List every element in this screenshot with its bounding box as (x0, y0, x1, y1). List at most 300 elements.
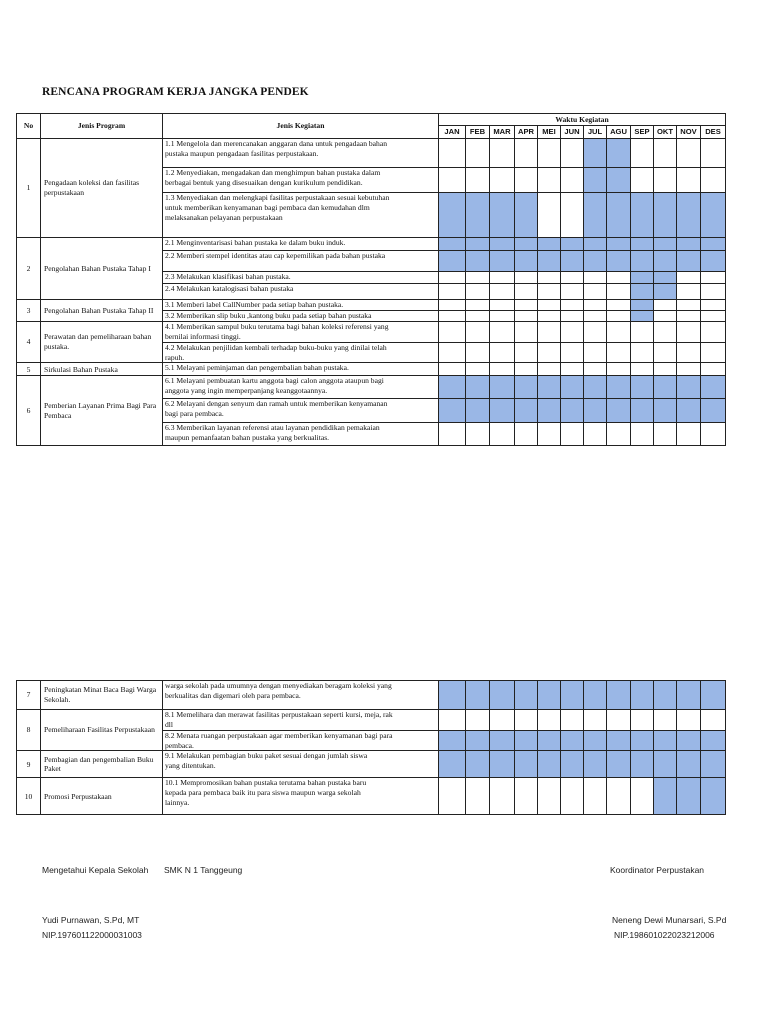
schedule-cell (561, 423, 584, 446)
schedule-cell (538, 168, 561, 193)
schedule-cell (584, 251, 607, 272)
schedule-cell (584, 710, 607, 731)
schedule-cell (677, 168, 701, 193)
schedule-cell (561, 284, 584, 300)
schedule-cell (561, 730, 584, 751)
schedule-cell (439, 730, 466, 751)
schedule-cell (677, 272, 701, 284)
schedule-cell (515, 376, 538, 399)
header-program: Jenis Program (41, 114, 163, 139)
row-number: 3 (17, 300, 41, 322)
schedule-cell (538, 311, 561, 322)
activity-line: 1.1 Mengelola dan merencanakan anggaran dana untuk pengadaan bahan (165, 139, 388, 148)
activity-line: 2.4 Melakukan katalogisasi bahan pustaka (165, 284, 294, 293)
schedule-cell (439, 376, 466, 399)
schedule-cell (561, 376, 584, 399)
schedule-cell (439, 710, 466, 731)
table-row (17, 751, 726, 778)
row-number: 9 (17, 751, 41, 778)
activity-line: rapuh. (165, 352, 185, 362)
activity-line: berkualitas dan digemari oleh para pembaca. (165, 690, 301, 700)
schedule-cell (515, 363, 538, 376)
activity-line: 1.2 Menyediakan, mengadakan dan menghimpun bahan pustaka dalam (165, 168, 381, 177)
schedule-cell (466, 311, 490, 322)
schedule-cell (466, 710, 490, 731)
program-name: Pemberian Layanan Prima Bagi Para Pembaca (41, 376, 163, 446)
program-name: Pengolahan Bahan Pustaka Tahap I (41, 238, 163, 300)
schedule-cell (607, 238, 631, 251)
schedule-cell (538, 322, 561, 343)
schedule-cell (561, 311, 584, 322)
schedule-cell (439, 300, 466, 311)
activity-line: 1.3 Menyediakan dan melengkapi fasilitas perpustakaan sesuai kebutuhan (165, 193, 390, 202)
activity-line: 2.2 Memberi stempel identitas atau cap kepemilikan pada bahan pustaka (165, 251, 386, 260)
schedule-cell (677, 376, 701, 399)
schedule-cell (607, 300, 631, 311)
table-row (17, 139, 726, 168)
schedule-cell (654, 342, 677, 363)
schedule-cell (584, 168, 607, 193)
schedule-cell (607, 751, 631, 778)
schedule-cell (701, 342, 726, 363)
schedule-cell (538, 342, 561, 363)
schedule-cell (607, 423, 631, 446)
activity-line: untuk memberikan kenyamanan bagi pembaca dan kemudahan dlm (165, 202, 370, 212)
month-header-mar: MAR (490, 126, 515, 139)
schedule-cell (607, 730, 631, 751)
footer-headmaster-name: Yudi Purnawan, S.Pd, MT (42, 915, 140, 925)
table-row (17, 322, 726, 343)
schedule-cell (515, 284, 538, 300)
schedule-cell (701, 399, 726, 423)
schedule-cell (538, 423, 561, 446)
schedule-cell (466, 238, 490, 251)
schedule-cell (631, 322, 654, 343)
schedule-cell (561, 238, 584, 251)
schedule-cell (701, 322, 726, 343)
schedule-cell (490, 238, 515, 251)
row-number: 4 (17, 322, 41, 363)
activity-line: 8.2 Menata ruangan perpustakaan agar memberikan kenyamanan bagi para (165, 730, 393, 740)
header-waktu: Waktu Kegiatan (439, 114, 726, 126)
activity-line: dll (165, 719, 174, 729)
schedule-cell (466, 300, 490, 311)
schedule-cell (515, 168, 538, 193)
schedule-cell (439, 251, 466, 272)
schedule-cell (515, 778, 538, 815)
schedule-cell (677, 681, 701, 710)
schedule-cell (654, 778, 677, 815)
schedule-cell (561, 272, 584, 284)
schedule-cell (466, 376, 490, 399)
activity-cell (163, 376, 439, 399)
schedule-cell (561, 193, 584, 238)
activity-line: anggota yang ingin memperpanjang keanggotaannya. (165, 386, 328, 396)
schedule-cell (439, 399, 466, 423)
schedule-cell (701, 284, 726, 300)
schedule-cell (466, 272, 490, 284)
schedule-cell (466, 423, 490, 446)
schedule-cell (490, 168, 515, 193)
schedule-cell (654, 272, 677, 284)
activity-line: bagi para pembaca. (165, 409, 224, 419)
schedule-cell (654, 311, 677, 322)
activity-cell (163, 710, 439, 731)
schedule-cell (584, 399, 607, 423)
schedule-cell (701, 193, 726, 238)
activity-line: 6.2 Melayani dengan senyum dan ramah untuk memberikan kenyamanan (165, 399, 388, 409)
schedule-cell (490, 363, 515, 376)
activity-line: 5.1 Melayani peminjaman dan pengembalian bahan pustaka. (165, 363, 349, 373)
schedule-cell (439, 342, 466, 363)
activity-cell (163, 311, 439, 322)
schedule-cell (584, 681, 607, 710)
program-table-bottom (16, 680, 726, 815)
schedule-cell (490, 300, 515, 311)
schedule-cell (677, 251, 701, 272)
schedule-cell (654, 168, 677, 193)
activity-line: melaksanakan pelayanan perpustakaan (165, 212, 283, 222)
schedule-cell (561, 399, 584, 423)
schedule-cell (677, 399, 701, 423)
schedule-cell (584, 730, 607, 751)
schedule-cell (439, 139, 466, 168)
schedule-cell (515, 751, 538, 778)
schedule-cell (538, 251, 561, 272)
schedule-cell (654, 193, 677, 238)
activity-cell (163, 193, 439, 238)
schedule-cell (561, 778, 584, 815)
schedule-cell (607, 778, 631, 815)
schedule-cell (538, 376, 561, 399)
schedule-cell (515, 399, 538, 423)
row-number: 2 (17, 238, 41, 300)
schedule-cell (654, 238, 677, 251)
activity-cell (163, 251, 439, 272)
schedule-cell (584, 363, 607, 376)
schedule-cell (631, 399, 654, 423)
schedule-cell (607, 363, 631, 376)
schedule-cell (701, 730, 726, 751)
schedule-cell (654, 284, 677, 300)
schedule-cell (466, 139, 490, 168)
schedule-cell (584, 342, 607, 363)
schedule-cell (515, 272, 538, 284)
schedule-cell (538, 710, 561, 731)
schedule-cell (561, 300, 584, 311)
table-row (17, 300, 726, 311)
schedule-cell (490, 399, 515, 423)
schedule-cell (466, 193, 490, 238)
schedule-cell (490, 423, 515, 446)
schedule-cell (677, 311, 701, 322)
schedule-cell (490, 751, 515, 778)
schedule-cell (631, 300, 654, 311)
program-table-top (16, 113, 726, 446)
month-header-mei: MEI (538, 126, 561, 139)
activity-line: lainnya. (165, 798, 190, 808)
activity-line: pembaca. (165, 740, 194, 750)
schedule-cell (631, 778, 654, 815)
schedule-cell (631, 681, 654, 710)
schedule-cell (490, 193, 515, 238)
schedule-cell (654, 363, 677, 376)
schedule-cell (466, 778, 490, 815)
activity-line: pustaka maupun pengadaan fasilitas perpustakaan. (165, 148, 319, 158)
schedule-cell (538, 193, 561, 238)
activity-cell (163, 730, 439, 751)
schedule-cell (439, 238, 466, 251)
activity-cell (163, 751, 439, 778)
schedule-cell (584, 376, 607, 399)
activity-line: maupun pemanfaatan bahan pustaka yang berkualitas. (165, 433, 330, 443)
schedule-cell (701, 139, 726, 168)
schedule-cell (631, 751, 654, 778)
activity-cell (163, 778, 439, 815)
schedule-cell (631, 423, 654, 446)
schedule-cell (607, 710, 631, 731)
schedule-cell (654, 710, 677, 731)
activity-line: 9.1 Melakukan pembagian buku paket sesuai dengan jumlah siswa (165, 751, 368, 761)
schedule-cell (515, 139, 538, 168)
activity-cell (163, 399, 439, 423)
schedule-cell (515, 423, 538, 446)
schedule-cell (677, 778, 701, 815)
program-name: Pembagian dan pengembalian Buku Paket (41, 751, 163, 778)
activity-line: 10.1 Mempromosikan bahan pustaka terutama bahan pustaka baru (165, 778, 367, 788)
activity-cell (163, 284, 439, 300)
schedule-cell (631, 342, 654, 363)
schedule-cell (538, 300, 561, 311)
schedule-cell (439, 322, 466, 343)
schedule-cell (466, 399, 490, 423)
activity-line: 3.1 Memberi label CallNumber pada setiap bahan pustaka. (165, 300, 344, 309)
schedule-cell (561, 681, 584, 710)
footer-headmaster-nip: NIP.197601122000031003 (42, 930, 142, 940)
schedule-cell (561, 251, 584, 272)
activity-line: 3.2 Memberikan slip buku ,kantong buku pada setiap bahan pustaka (165, 311, 372, 320)
schedule-cell (584, 193, 607, 238)
schedule-cell (466, 342, 490, 363)
schedule-cell (439, 168, 466, 193)
header-no: No (17, 114, 41, 139)
schedule-cell (490, 284, 515, 300)
schedule-cell (538, 272, 561, 284)
schedule-cell (631, 238, 654, 251)
schedule-cell (466, 322, 490, 343)
schedule-cell (607, 272, 631, 284)
activity-cell (163, 272, 439, 284)
schedule-cell (466, 730, 490, 751)
schedule-cell (538, 238, 561, 251)
schedule-cell (654, 376, 677, 399)
schedule-cell (515, 710, 538, 731)
schedule-cell (701, 710, 726, 731)
month-header-feb: FEB (466, 126, 490, 139)
schedule-cell (439, 423, 466, 446)
schedule-cell (607, 681, 631, 710)
table-row (17, 238, 726, 251)
activity-line: 2.3 Melakukan klasifikasi bahan pustaka. (165, 272, 291, 281)
schedule-cell (515, 238, 538, 251)
table-row (17, 363, 726, 376)
schedule-cell (515, 300, 538, 311)
schedule-cell (538, 363, 561, 376)
footer-coordinator-nip: NIP.198601022023212006 (614, 930, 715, 940)
schedule-cell (439, 193, 466, 238)
schedule-cell (490, 311, 515, 322)
month-header-jun: JUN (561, 126, 584, 139)
schedule-cell (607, 251, 631, 272)
schedule-cell (607, 322, 631, 343)
schedule-cell (654, 399, 677, 423)
schedule-cell (584, 322, 607, 343)
schedule-cell (515, 311, 538, 322)
schedule-cell (561, 363, 584, 376)
schedule-cell (701, 376, 726, 399)
schedule-cell (490, 139, 515, 168)
schedule-cell (654, 139, 677, 168)
program-name: Sirkulasi Bahan Pustaka (41, 363, 163, 376)
header-kegiatan: Jenis Kegiatan (163, 114, 439, 139)
schedule-cell (439, 681, 466, 710)
schedule-cell (607, 399, 631, 423)
program-name: Perawatan dan pemeliharaan bahan pustaka. (41, 322, 163, 363)
footer-coordinator-label: Koordinator Perpustakan (610, 865, 705, 875)
schedule-cell (538, 730, 561, 751)
table-row (17, 710, 726, 731)
schedule-cell (677, 751, 701, 778)
schedule-cell (490, 710, 515, 731)
month-header-jul: JUL (584, 126, 607, 139)
schedule-cell (490, 322, 515, 343)
schedule-cell (701, 363, 726, 376)
program-name: Pengolahan Bahan Pustaka Tahap II (41, 300, 163, 322)
schedule-cell (584, 778, 607, 815)
document-title: RENCANA PROGRAM KERJA JANGKA PENDEK (42, 86, 309, 98)
activity-line: warga sekolah pada umumnya dengan menyediakan beragam koleksi yang (165, 681, 392, 690)
schedule-cell (677, 730, 701, 751)
activity-cell (163, 342, 439, 363)
schedule-cell (701, 751, 726, 778)
schedule-cell (466, 363, 490, 376)
schedule-cell (701, 311, 726, 322)
schedule-cell (538, 284, 561, 300)
schedule-cell (701, 423, 726, 446)
schedule-cell (631, 193, 654, 238)
row-number: 8 (17, 710, 41, 751)
schedule-cell (538, 139, 561, 168)
schedule-cell (515, 251, 538, 272)
month-header-okt: OKT (654, 126, 677, 139)
activity-line: kepada para pembaca baik itu para siswa maupun warga sekolah (165, 788, 361, 798)
schedule-cell (584, 139, 607, 168)
schedule-cell (561, 139, 584, 168)
schedule-cell (466, 681, 490, 710)
activity-line: bernilai informasi tinggi. (165, 331, 241, 341)
schedule-cell (584, 751, 607, 778)
schedule-cell (701, 681, 726, 710)
schedule-cell (439, 284, 466, 300)
schedule-cell (515, 342, 538, 363)
schedule-cell (631, 311, 654, 322)
activity-cell (163, 423, 439, 446)
schedule-cell (677, 193, 701, 238)
schedule-cell (677, 139, 701, 168)
schedule-cell (607, 376, 631, 399)
activity-cell (163, 681, 439, 710)
activity-line: 4.1 Memberikan sampul buku terutama bagi bahan koleksi referensi yang (165, 322, 389, 331)
schedule-cell (654, 681, 677, 710)
schedule-cell (515, 322, 538, 343)
schedule-cell (607, 311, 631, 322)
schedule-cell (701, 300, 726, 311)
schedule-cell (677, 363, 701, 376)
month-header-sep: SEP (631, 126, 654, 139)
schedule-cell (439, 311, 466, 322)
activity-line: 2.1 Menginventarisasi bahan pustaka ke dalam buku induk. (165, 238, 346, 247)
activity-cell (163, 322, 439, 343)
schedule-cell (607, 284, 631, 300)
activity-cell (163, 300, 439, 311)
schedule-cell (466, 168, 490, 193)
schedule-cell (631, 376, 654, 399)
schedule-cell (466, 251, 490, 272)
schedule-cell (584, 284, 607, 300)
schedule-cell (584, 300, 607, 311)
activity-cell (163, 168, 439, 193)
schedule-cell (538, 751, 561, 778)
schedule-cell (631, 730, 654, 751)
footer-headmaster-label: Mengetahui Kepala Sekolah (42, 865, 149, 875)
schedule-cell (654, 751, 677, 778)
schedule-cell (677, 342, 701, 363)
schedule-cell (515, 193, 538, 238)
schedule-cell (515, 681, 538, 710)
schedule-cell (631, 168, 654, 193)
schedule-cell (561, 710, 584, 731)
schedule-cell (631, 251, 654, 272)
schedule-cell (631, 710, 654, 731)
schedule-cell (701, 238, 726, 251)
schedule-cell (701, 168, 726, 193)
activity-cell (163, 238, 439, 251)
schedule-cell (584, 423, 607, 446)
schedule-cell (701, 778, 726, 815)
program-name: Pemeliharaan Fasilitas Perpustakaan (41, 710, 163, 751)
schedule-cell (607, 193, 631, 238)
schedule-cell (439, 363, 466, 376)
month-header-agu: AGU (607, 126, 631, 139)
activity-line: 6.1 Melayani pembuatan kartu anggota bagi calon anggota ataupun bagi (165, 376, 384, 386)
month-header-nov: NOV (677, 126, 701, 139)
activity-cell (163, 363, 439, 376)
schedule-cell (654, 322, 677, 343)
activity-line: yang ditentukan. (165, 761, 216, 771)
schedule-cell (701, 251, 726, 272)
row-number: 1 (17, 139, 41, 238)
schedule-cell (490, 251, 515, 272)
schedule-cell (677, 284, 701, 300)
schedule-cell (631, 284, 654, 300)
program-name: Pengadaan koleksi dan fasilitas perpustakaan (41, 139, 163, 238)
schedule-cell (439, 272, 466, 284)
schedule-cell (631, 139, 654, 168)
schedule-cell (631, 363, 654, 376)
activity-line: 6.3 Memberikan layanan referensi atau layanan pendidikan pemakaian (165, 423, 380, 433)
schedule-cell (677, 238, 701, 251)
schedule-cell (701, 272, 726, 284)
